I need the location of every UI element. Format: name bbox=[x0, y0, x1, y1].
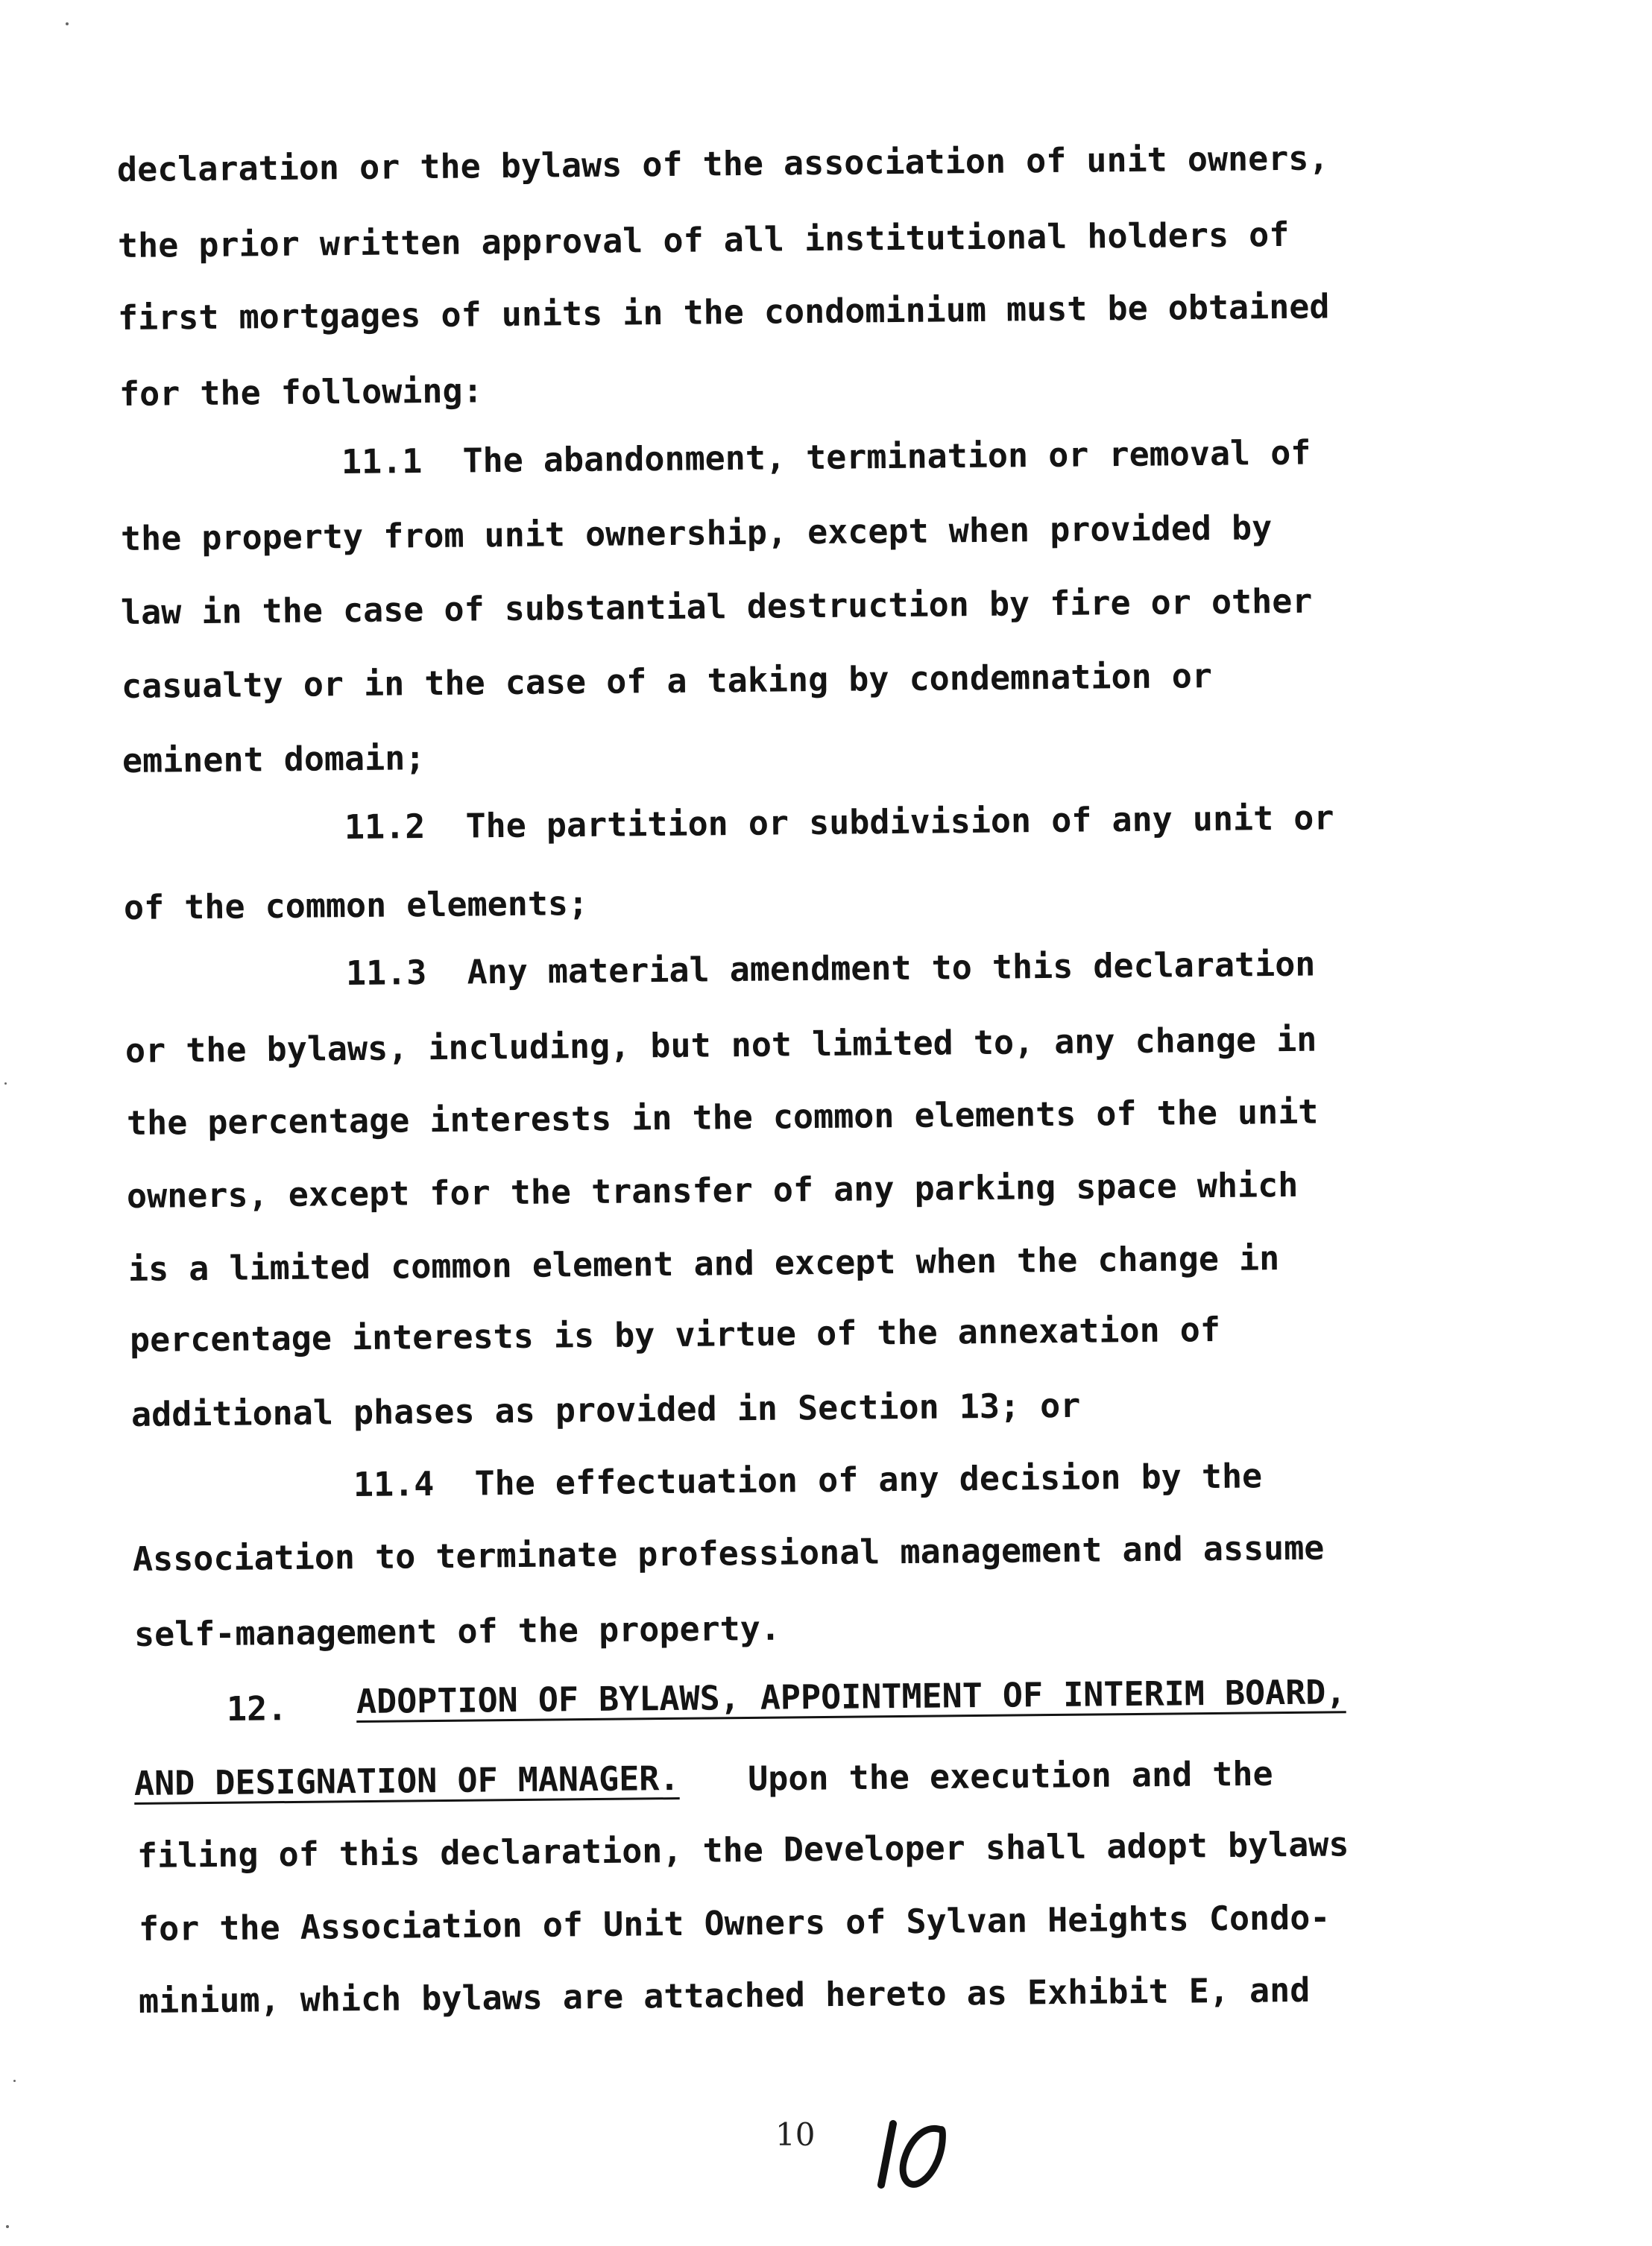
section-heading: AND DESIGNATION OF MANAGER. bbox=[133, 1758, 680, 1803]
text-line: the prior written approval of all institutional holders of bbox=[117, 214, 1290, 265]
text-line: owners, except for the transfer of any parking space which bbox=[126, 1164, 1299, 1216]
text-line: casualty or in the case of a taking by condemnation or bbox=[121, 655, 1213, 706]
text-line: the percentage interests in the common elements of the unit bbox=[126, 1091, 1319, 1143]
text-line: 11.2 The partition or subdivision of any unit or bbox=[344, 798, 1334, 847]
section-number: 12. bbox=[226, 1688, 328, 1729]
text-line: the property from unit ownership, except when provided by bbox=[120, 508, 1273, 558]
handwritten-page-number bbox=[872, 2119, 954, 2194]
text-line: law in the case of substantial destruction by fire or other bbox=[120, 581, 1313, 632]
scan-speck bbox=[4, 1082, 7, 1085]
text-line: is a limited common element and except when the change in bbox=[127, 1238, 1280, 1289]
scan-speck bbox=[66, 22, 69, 25]
text-line: Association to terminate professional management and assume bbox=[132, 1527, 1325, 1579]
text-line: of the common elements; bbox=[123, 883, 589, 927]
text-line: eminent domain; bbox=[122, 738, 426, 780]
text-line: declaration or the bylaws of the association of unit owners, bbox=[116, 138, 1329, 189]
page-number: 10 bbox=[775, 2116, 816, 2153]
text-line: additional phases as provided in Section 13; or bbox=[130, 1385, 1081, 1434]
scan-speck bbox=[6, 2225, 9, 2228]
text-line: minium, which bylaws are attached hereto as Exhibit E, and bbox=[138, 1969, 1311, 2021]
text-line: for the Association of Unit Owners of Sylvan Heights Condo- bbox=[138, 1897, 1331, 1949]
text-line: or the bylaws, including, but not limited to, any change in bbox=[124, 1019, 1317, 1070]
text-line: 11.3 Any material amendment to this declaration bbox=[345, 944, 1316, 993]
text-line: 11.1 The abandonment, termination or removal of bbox=[341, 432, 1311, 482]
text-line: 11.4 The effectuation of any decision by the bbox=[353, 1456, 1263, 1504]
text-line: for the following: bbox=[119, 370, 483, 414]
text-line: first mortgages of units in the condominium must be obtained bbox=[117, 286, 1330, 338]
text-line: percentage interests is by virtue of the annexation of bbox=[129, 1309, 1221, 1360]
text-line: filing of this declaration, the Developer shall adopt bylaws bbox=[136, 1824, 1349, 1876]
section-heading: ADOPTION OF BYLAWS, APPOINTMENT OF INTERIM BOARD, bbox=[356, 1672, 1346, 1721]
scan-speck bbox=[13, 2080, 16, 2082]
text-line: Upon the execution and the bbox=[707, 1753, 1273, 1799]
text-line: self-management of the property. bbox=[133, 1608, 781, 1654]
